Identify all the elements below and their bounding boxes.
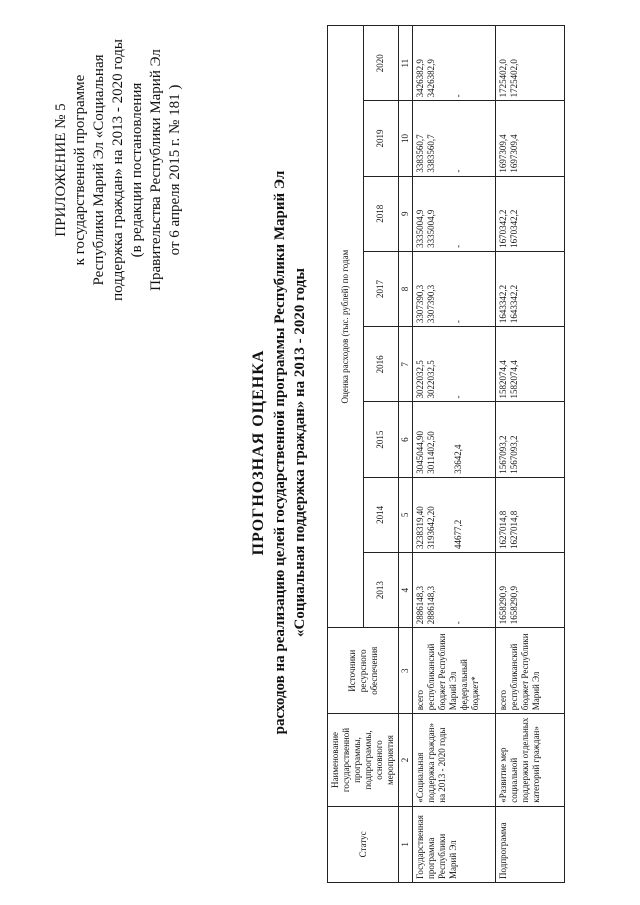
header-year: 2014 [363, 477, 399, 552]
value-cell [413, 327, 496, 402]
value: 3238319,40 [415, 506, 425, 549]
value: 3011402,50 [426, 431, 436, 474]
header-year: 2017 [363, 251, 399, 326]
header-year: 2020 [363, 26, 399, 101]
appendix-line-3: Республики Марий Эл «Социальная [91, 54, 107, 286]
value-cell [413, 101, 496, 176]
value: 1582074,4 [498, 360, 508, 399]
value: 1627014,8 [509, 510, 519, 549]
value: 3307390,3 [426, 284, 436, 324]
appendix-line-4: поддержка граждан» на 2013 - 2020 годы [110, 39, 126, 301]
header-name: Наименование государственной программы, подпрограммы, основного мероприятия [328, 714, 399, 806]
title-line-1: ПРОГНОЗНАЯ ОЦЕНКА [250, 349, 267, 556]
index-cell: 10 [399, 101, 413, 176]
source-line: всего [415, 690, 425, 711]
name-cell: «Развитие мер социальной поддержки отдельных категорий граждан» [496, 714, 565, 806]
index-cell: 5 [399, 477, 413, 552]
value-cell [496, 477, 565, 552]
index-cell: 9 [399, 176, 413, 251]
value-cell [496, 251, 565, 326]
value: 2886148,3 [415, 585, 425, 625]
value: 1567093,2 [509, 435, 519, 474]
value: 3426382,9 [426, 59, 436, 98]
value: 1670342,2 [509, 209, 519, 248]
appendix-line-6: Правительства Республики Марий Эл [148, 49, 164, 291]
source-cell [413, 628, 496, 714]
header-estimate: Оценка расходов (тыс. рублей) по годам [328, 26, 364, 628]
value-cell [496, 176, 565, 251]
value: - [453, 169, 463, 173]
status-cell: Подпрограмма [496, 806, 565, 882]
value: 3193642,20 [426, 506, 436, 549]
value: - [453, 320, 463, 324]
value: 1582074,4 [509, 360, 519, 399]
source-line: республиканский бюджет Республики Марий Эл [426, 633, 458, 711]
source-line: федеральный бюджет* [459, 659, 480, 711]
value: 2886148,3 [426, 585, 436, 625]
title-line-2: расходов на реализацию целей государственной программы Республики Марий Эл [272, 170, 288, 735]
value: 3022032,5 [426, 360, 436, 399]
name-cell: «Социальная поддержка граждан» на 2013 - 2020 годы [413, 714, 496, 806]
value: 1670342,2 [498, 209, 508, 248]
header-year: 2016 [363, 327, 399, 402]
value: 33642,4 [453, 444, 463, 474]
title-line-3: «Социальная поддержка граждан» на 2013 - 2020 годы [292, 268, 308, 637]
value: 3335004,9 [426, 209, 436, 248]
status-cell: Государственная программа Республики Марий Эл [413, 806, 496, 882]
value: 1725402,0 [498, 59, 508, 98]
estimate-table [327, 25, 565, 883]
value: 1725402,0 [509, 59, 519, 98]
value-cell [496, 552, 565, 627]
value: 3045044,90 [415, 430, 425, 474]
value: - [453, 244, 463, 248]
value: 3022032,5 [415, 360, 425, 399]
document-title [248, 0, 310, 905]
value: 3426382,9 [415, 59, 425, 98]
value-cell [413, 26, 496, 101]
value: 1627014,8 [498, 510, 508, 549]
value-cell [413, 176, 496, 251]
value: 1697309,4 [509, 134, 519, 173]
value-cell [413, 402, 496, 477]
value: 1658290,9 [498, 585, 508, 625]
value: 3335004,9 [415, 209, 425, 248]
value: 3383560,7 [415, 134, 425, 173]
table-row [496, 26, 565, 883]
value: - [453, 395, 463, 399]
appendix-line-7: от 6 апреля 2015 г. № 181 ) [167, 84, 183, 256]
header-source: Источники ресурсного обеспечения [328, 628, 399, 714]
index-cell: 7 [399, 327, 413, 402]
header-year: 2013 [363, 552, 399, 627]
value-cell [413, 552, 496, 627]
value: 1567093,2 [498, 435, 508, 474]
appendix-line-2: к государственной программе [72, 74, 88, 266]
index-cell: 6 [399, 402, 413, 477]
index-cell: 11 [399, 26, 413, 101]
value: 1643342,2 [498, 284, 508, 324]
index-cell: 2 [399, 714, 413, 806]
value: 44677,2 [453, 519, 463, 549]
header-year: 2018 [363, 176, 399, 251]
value: 3307390,3 [415, 284, 425, 324]
value-cell [413, 477, 496, 552]
header-status: Статус [328, 806, 399, 882]
index-cell: 3 [399, 628, 413, 714]
table-row [413, 26, 496, 883]
source-line: всего [498, 690, 508, 711]
value: - [453, 94, 463, 98]
value-cell [496, 327, 565, 402]
header-year: 2019 [363, 101, 399, 176]
index-cell: 1 [399, 806, 413, 882]
index-cell: 4 [399, 552, 413, 627]
value: 1658290,9 [509, 585, 519, 625]
header-year: 2015 [363, 402, 399, 477]
appendix-line-5: (в редакции постановления [129, 82, 145, 258]
value-cell [496, 101, 565, 176]
value: 1643342,2 [509, 284, 519, 324]
source-line: республиканский бюджет Республики Марий Эл [509, 633, 541, 711]
appendix-block [52, 25, 185, 315]
value-cell [413, 251, 496, 326]
source-cell [496, 628, 565, 714]
value: 3383560,7 [426, 134, 436, 173]
index-cell: 8 [399, 251, 413, 326]
value-cell [496, 402, 565, 477]
value: - [453, 621, 463, 625]
value-cell [496, 26, 565, 101]
value: 1697309,4 [498, 134, 508, 173]
appendix-line-1: ПРИЛОЖЕНИЕ № 5 [53, 103, 69, 237]
